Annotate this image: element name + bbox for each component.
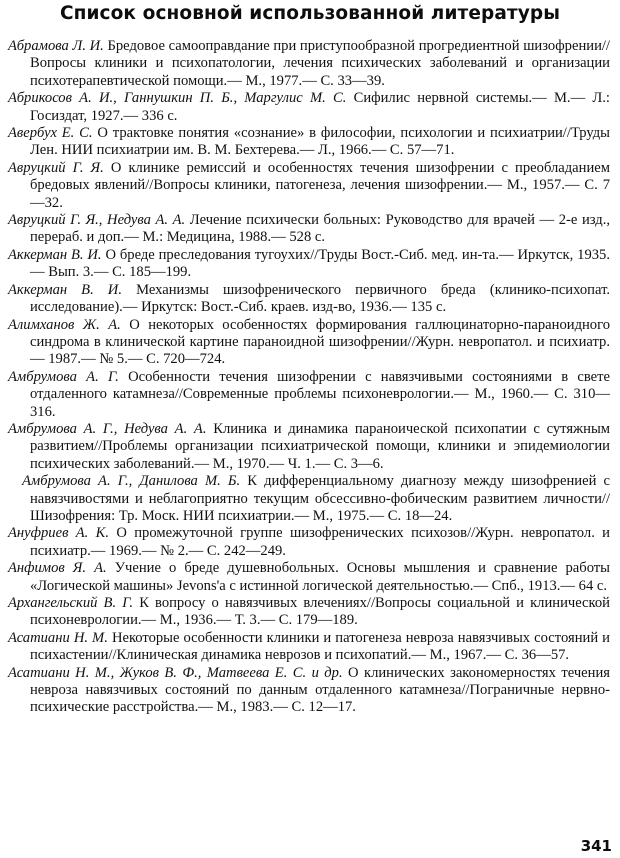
page-number: 341 (580, 837, 612, 855)
reference-text: О трактовке понятия «сознание» в философии, психологии и психиатрии//Труды Лен. НИИ психиатрии им. В. М. Бехтерева.— Л., 1966.— С. 57—71. (30, 125, 610, 159)
reference-author: Абрамова Л. И. (8, 38, 104, 54)
reference-text: О промежуточной группе шизофренических психозов//Журн. невропатол. и психиатр.— 1969.— № 2.— С. 242—249. (30, 525, 610, 559)
reference-author: Амбрумова А. Г., Недува А. А. (8, 420, 207, 437)
reference-entry (8, 90, 610, 125)
reference-entry (8, 282, 610, 317)
reference-entry (8, 369, 610, 421)
reference-list (8, 38, 610, 717)
reference-entry (8, 125, 610, 160)
page-title: Список основной использованной литературы (59, 3, 561, 24)
reference-author: Асатиани Н. М., Жуков В. Ф., Матвеева Е. С. и др. (8, 664, 343, 681)
reference-author: Алимханов Ж. А. (8, 316, 121, 333)
reference-entry (8, 421, 610, 473)
reference-author: Авруцкий Г. Я. (8, 159, 104, 176)
reference-author: Асатиани Н. М. (8, 629, 108, 646)
reference-author: Аккерман В. И. (8, 246, 102, 263)
reference-entry (8, 630, 610, 665)
reference-entry (8, 473, 610, 525)
reference-text: Механизмы шизофренического первичного бреда (клинико-психопат. исследование).— Иркутск: Вост.-Сиб. краев. изд-во, 1936.— 135 с. (30, 281, 610, 316)
reference-text: К вопросу о навязчивых влечениях//Вопросы социальной и клинической психоневрологии.— М., 1936.— Т. 3.— С. 179—189. (30, 595, 610, 629)
reference-entry (8, 317, 610, 369)
reference-text: Сифилис нервной системы.— М.— Л.: Госиздат, 1927.— 336 с. (30, 90, 610, 124)
reference-entry (8, 595, 610, 630)
reference-text: О клинике ремиссий и особенностях течения шизофрении с преобладанием бредовых явлений//Вопросы клиники, патогенеза, лечения шизофрении.— М., 1957.— С. 7—32. (30, 159, 610, 211)
reference-author: Аккерман В. И. (8, 281, 122, 298)
reference-text: Клиника и динамика параноической психопатии с сутяжным развитием//Проблемы организации психиатрической помощи, клиники и эпидемиологии психических заболеваний.— М., 1970.— Ч. 1.— С. 3—6. (30, 420, 610, 472)
reference-text: О клинических закономерностях течения невроза навязчивых состояний по данным отдаленного катамнеза//Пограничные нервно-психические расстройства.— М., 1983.— С. 12—17. (30, 664, 610, 716)
reference-author: Анфимов Я. А. (8, 560, 107, 577)
reference-entry (8, 525, 610, 560)
reference-entry (8, 160, 610, 212)
reference-author: Амбрумова А. Г., Данилова М. Б. (22, 473, 241, 490)
reference-text: О бреде преследования тугоухих//Труды Вост.-Сиб. мед. ин-та.— Иркутск, 1935.— Вып. 3.— С. 185—199. (30, 246, 610, 281)
reference-text: К дифференциальному диагнозу между шизофренией с навязчивостями и неблагоприятно текущим обсессивно-фобическим развитием личности//Шизофрения: Тр. Моск. НИИ психиатрии.— М., 1975.— С. 18—24. (30, 473, 610, 524)
reference-entry (8, 38, 610, 90)
reference-text: Бредовое самооправдание при приступообразной прогредиентной шизофрении//Вопросы клиники и психопатологии, лечения психических заболеваний и организации психотерапевтической помощи.— М., 1977.— С. 33—39. (30, 38, 610, 89)
reference-entry (8, 560, 610, 595)
reference-text: Некоторые особенности клиники и патогенеза невроза навязчивых состояний и психастении//Клиническая динамика неврозов и психопатий.— М., 1967.— С. 36—57. (30, 629, 610, 664)
reference-entry (8, 212, 610, 247)
reference-text: Лечение психически больных: Руководство для врачей — 2-е изд., перераб. и доп.— М.: Медицина, 1988.— 528 с. (30, 212, 610, 246)
reference-author: Архангельский В. Г. (8, 595, 134, 611)
reference-author: Амбрумова А. Г. (8, 368, 119, 385)
reference-author: Авербух Е. С. (8, 125, 93, 142)
reference-author: Ануфриев А. К. (8, 525, 109, 542)
reference-entry (8, 665, 610, 717)
reference-text: О некоторых особенностях формирования галлюцинаторно-параноидного синдрома в клинической картине параноидной шизофрении//Журн. невропатол. и психиатр.— 1987.— № 5.— С. 720—724. (30, 316, 611, 368)
reference-entry (8, 247, 610, 282)
reference-text: Учение о бреде душевнобольных. Основы мышления и сравнение работы «Логической машины» Jevons'а с истинной логической деятельностью.— Спб., 1913.— 64 с. (30, 560, 610, 594)
reference-text: Особенности течения шизофрении с навязчивыми состояниями в свете отдаленного катамнеза//Современные проблемы психоневрологии.— М., 1960.— С. 310—316. (30, 368, 610, 420)
reference-author: Абрикосов А. И., Ганнушкин П. Б., Маргулис М. С. (8, 90, 347, 107)
reference-author: Авруцкий Г. Я., Недува А. А. (8, 212, 186, 229)
